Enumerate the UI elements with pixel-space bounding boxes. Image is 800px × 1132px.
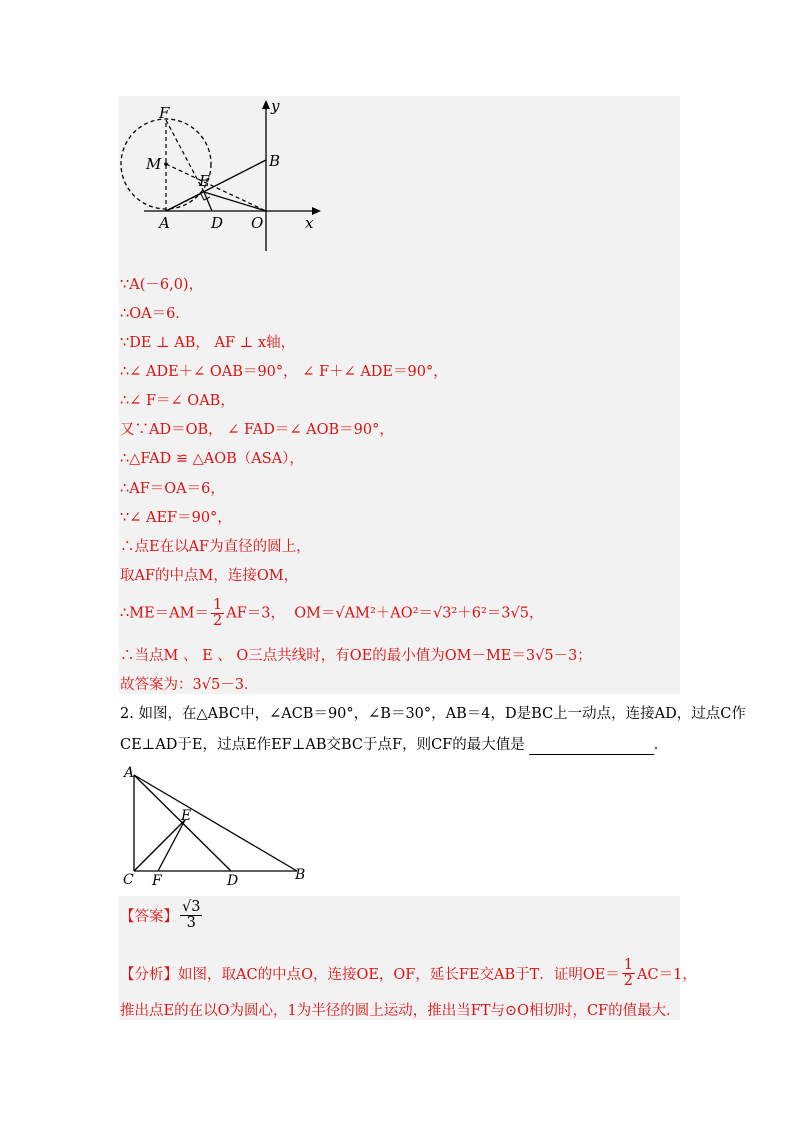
answer-blank [529,740,654,755]
question-line-2 [120,735,668,755]
om-formula: OM＝√AM²＋AO²＝√3²＋6²＝3√5， [294,605,544,622]
solution-line-10: ∴点E在以AF为直径的圆上， [120,539,311,555]
analysis-tag: 【分析】 [120,967,178,983]
me-prefix: ∴ME＝AM＝ [120,605,209,622]
question-line-2-end: ． [653,737,669,753]
answer-tag: 【答案】 [120,909,178,925]
fraction-num: 1 [212,597,223,613]
segment-eo [204,192,266,211]
label-d: D [211,214,224,232]
segment-ef [158,820,185,871]
solution-line-11: 取AF的中点M，连接OM， [120,568,299,584]
solution-line-3: ∵DE ⊥ AB， AF ⊥ x轴， [120,335,296,351]
label-x: x [305,214,314,232]
analysis-line-2: 推出点E的在以O为圆心，1为半径的圆上运动，推出当FT与⊙O相切时，CF的值最大． [120,1003,681,1019]
solution-line-1: ∵A(－6,0)， [120,277,204,293]
point-m [164,162,168,166]
solution-line-me [120,598,544,629]
analysis-fraction [622,958,635,989]
answer-fraction [180,900,202,931]
label-b2: B [295,867,306,883]
label-f2: F [152,873,162,889]
analysis-text-a: 如图，取AC的中点O，连接OE，OF，延长FE交AB于T．证明OE＝ [178,967,620,983]
analysis-line-1 [120,958,697,989]
question-line-2-text: CE⊥AD于E，过点E作EF⊥AB交BC于点F，则CF的最大值是 [120,737,525,753]
solution-line-8: ∴AF＝OA＝6， [120,481,225,497]
solution-line-6: 又∵AD＝OB， ∠ FAD＝∠ AOB＝90°， [120,422,394,438]
solution-line-4: ∴∠ ADE＋∠ OAB＝90°， ∠ F＋∠ ADE＝90°， [120,364,448,380]
label-e2: E [181,808,192,824]
y-axis-arrow [262,100,270,109]
solution-line-7: ∴△FAD ≌ △AOB（ASA）， [120,451,304,467]
figure-coordinate-circle [119,96,334,256]
analysis-text-b: AC＝1， [637,967,697,983]
me-after: AF＝3， [226,605,285,622]
label-o: O [251,214,264,232]
label-e: E [199,172,210,190]
question-line-1: 2. 如图，在△ABC中，∠ACB＝90°，∠B＝30°，AB＝4，D是BC上一动点，连接AD，过点C作 [120,706,746,722]
solution-final-answer: 故答案为：3√5－3． [120,677,259,693]
label-a: A [159,214,170,232]
fraction-half [211,598,224,629]
segment-de [204,192,212,211]
label-c2: C [123,872,134,888]
label-a2: A [124,765,135,781]
answer-num: √3 [182,899,201,915]
fraction-den: 2 [212,613,223,629]
side-ab [134,775,297,871]
solution-line-conclusion: ∴当点M 、 E 、 O三点共线时，有OE的最小值为OM－ME＝3√5－3； [120,648,592,664]
label-d2: D [227,873,239,889]
solution-line-9: ∵∠ AEF＝90°， [120,510,232,526]
label-y: y [271,97,280,115]
label-f: F [159,104,170,122]
analysis-frac-num: 1 [623,957,634,973]
solution-line-2: ∴OA＝6． [120,306,190,322]
label-m: M [146,155,162,173]
label-b: B [269,152,281,170]
analysis-frac-den: 2 [623,973,634,989]
segment-ce [134,820,185,871]
answer-den: 3 [186,915,196,931]
answer-line [120,900,204,931]
figure-triangle [119,763,319,891]
solution-line-5: ∴∠ F＝∠ OAB， [120,393,235,409]
